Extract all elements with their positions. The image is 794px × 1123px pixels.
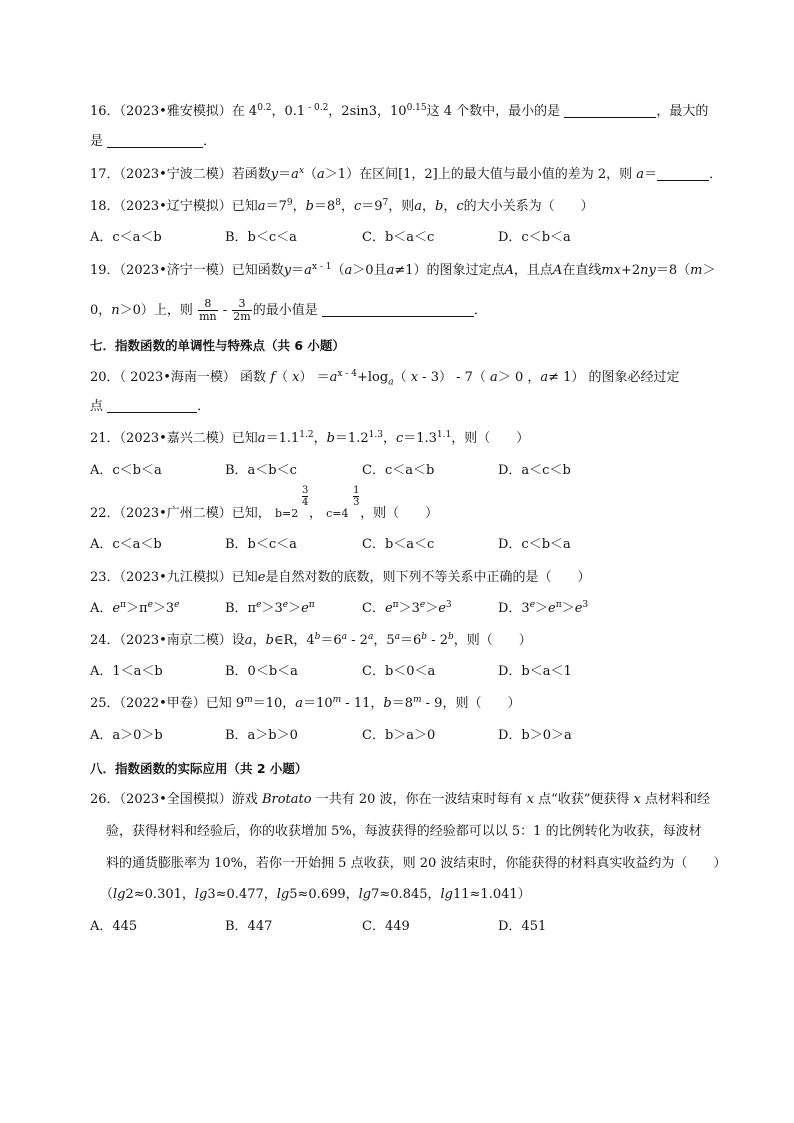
- option-b[interactable]: B．$\pi^e>3^e>e^\pi$: [225, 600, 315, 616]
- option-d[interactable]: D．b＞0＞a: [498, 728, 572, 743]
- option-a[interactable]: A．c＜a＜b: [90, 537, 162, 552]
- option-a[interactable]: A．1＜a＜b: [90, 664, 163, 679]
- option-c[interactable]: C．b＜0＜a: [362, 664, 436, 679]
- option-b[interactable]: B．b＜c＜a: [225, 230, 297, 245]
- question-25: 25．（2022•甲卷）已知 $9^m=10$，$a=10^m - 11$，$b=8^m - 9$，则（ ）: [90, 695, 521, 711]
- section-8-heading: 八．指数函数的实际应用（共 2 小题）: [90, 761, 308, 776]
- question-26-line-3: 料的通货膨胀率为 10%，若你一开始拥 5 点收获，则 20 波结束时，你能获得的材料真实收益约为（ ）: [106, 856, 727, 871]
- option-a[interactable]: A．c＜a＜b: [90, 230, 162, 245]
- option-d[interactable]: D．c＜b＜a: [498, 230, 571, 245]
- answer-blank[interactable]: [657, 166, 709, 181]
- option-d[interactable]: D．b＜a＜1: [498, 664, 572, 679]
- expression-c: c=4 1 3: [326, 485, 360, 520]
- question-26-line-1: 26．（2023•全国模拟）游戏 Brotato 一共有 20 波，你在一波结束时每有 x 点“收获”便获得 x 点材料和经: [90, 792, 711, 807]
- expression-b: b=2 3 4: [274, 485, 309, 520]
- question-22: 22．（2023•广州二模）已知， b=2 3 4 ， c=4 1 3 ，则（ ）: [90, 485, 439, 521]
- question-20-line-2: 点 ．: [90, 399, 211, 414]
- option-d[interactable]: D．451: [498, 919, 547, 934]
- option-c[interactable]: C．c＜a＜b: [362, 463, 435, 478]
- option-a[interactable]: A．a＞0＞b: [90, 728, 163, 743]
- answer-blank[interactable]: [322, 302, 474, 317]
- question-26-line-2: 验，获得材料和经验后，你的收获增加 5%，每波获得的经验都可以以 5：1 的比例转化为收获，每波材: [106, 824, 702, 839]
- answer-blank[interactable]: [107, 133, 203, 148]
- question-17: 17．（2023•宁波二模）若函数$y=a^x(a>1)$在区间[1，2]上的最大值与最小值的差为 2，则 a＝ ．: [90, 166, 723, 182]
- option-a[interactable]: A．c＜b＜a: [90, 463, 162, 478]
- question-23: 23．（2023•九江模拟）已知e是自然对数的底数，则下列不等关系中正确的是（ ）: [90, 570, 591, 585]
- option-c[interactable]: C．b＞a＞0: [362, 728, 436, 743]
- option-b[interactable]: B．a＞b＞0: [225, 728, 298, 743]
- option-a[interactable]: A．$e^\pi>\pi^e>3^e$: [90, 600, 180, 616]
- fraction-8-over-mn: $\frac{8}{mn}$: [199, 297, 217, 323]
- fraction-3-over-2m: $\frac{3}{2m}$: [233, 297, 251, 323]
- section-7-heading: 七．指数函数的单调性与特殊点（共 6 小题）: [90, 338, 345, 353]
- option-b[interactable]: B．a＜b＜c: [225, 463, 297, 478]
- option-b[interactable]: B．0＜b＜a: [225, 664, 298, 679]
- option-c[interactable]: C．b＜a＜c: [362, 230, 435, 245]
- question-16-line-2: 是 ．: [90, 134, 217, 149]
- question-18: 18．（2023•辽宁模拟）已知$a=7^9$，$b=8^8$，$c=9^7$，则a，b，c的大小关系为（ ）: [90, 198, 594, 214]
- option-c[interactable]: C．449: [362, 919, 410, 934]
- option-d[interactable]: D．a＜c＜b: [498, 463, 571, 478]
- question-24: 24．（2023•南京二模）设a，b∈R，$4^b=6^a - 2^a$，$5^a=6^b - 2^b$，则（ ）: [90, 632, 532, 648]
- option-d[interactable]: D．c＜b＜a: [498, 537, 571, 552]
- option-b[interactable]: B．447: [225, 919, 273, 934]
- question-19-line-2: 0，n＞0）上，则 $\frac{8}{mn}$ - $\frac{3}{2m}$ 的最小值是 ．: [90, 297, 487, 323]
- option-b[interactable]: B．b＜c＜a: [225, 537, 297, 552]
- answer-blank[interactable]: [107, 398, 197, 413]
- question-26-line-4: （lg2≈0.301，lg3≈0.477，lg5≈0.699，lg7≈0.845，lg11≈1.041）: [100, 887, 531, 902]
- option-d[interactable]: D．$3^e>e^\pi>e^3$: [498, 600, 589, 616]
- question-21: 21．（2023•嘉兴二模）已知$a=1.1^{1.2}$，$b=1.2^{1.3}$，$c=1.3^{1.1}$，则（ ）: [90, 430, 530, 446]
- question-16-line-1: 16．（2023•雅安模拟）在 $4^{0.2}$，0.1 $^{- 0.2}$，2sin3，$10^{0.15}$这 4 个数中，最小的是 ，最大的: [90, 103, 709, 119]
- option-a[interactable]: A．445: [90, 919, 138, 934]
- answer-blank[interactable]: [564, 103, 656, 118]
- question-20-line-1: 20．（ 2023•海南一模） 函数 f（ $x) =a^{x - 4}+\log_a$（ x - 3） - 7（ a＞ 0 ，a≠ 1） 的图象必经过定: [90, 369, 680, 388]
- question-19-line-1: 19．（2023•济宁一模）已知函数$y=a^{x - 1}(a>0$且a≠1）的图象过定点A，且点A在直线mx+2ny＝8（m＞: [90, 262, 716, 278]
- option-c[interactable]: C．b＜a＜c: [362, 537, 435, 552]
- option-c[interactable]: C．$e^\pi>3^e>e^3$: [362, 600, 452, 616]
